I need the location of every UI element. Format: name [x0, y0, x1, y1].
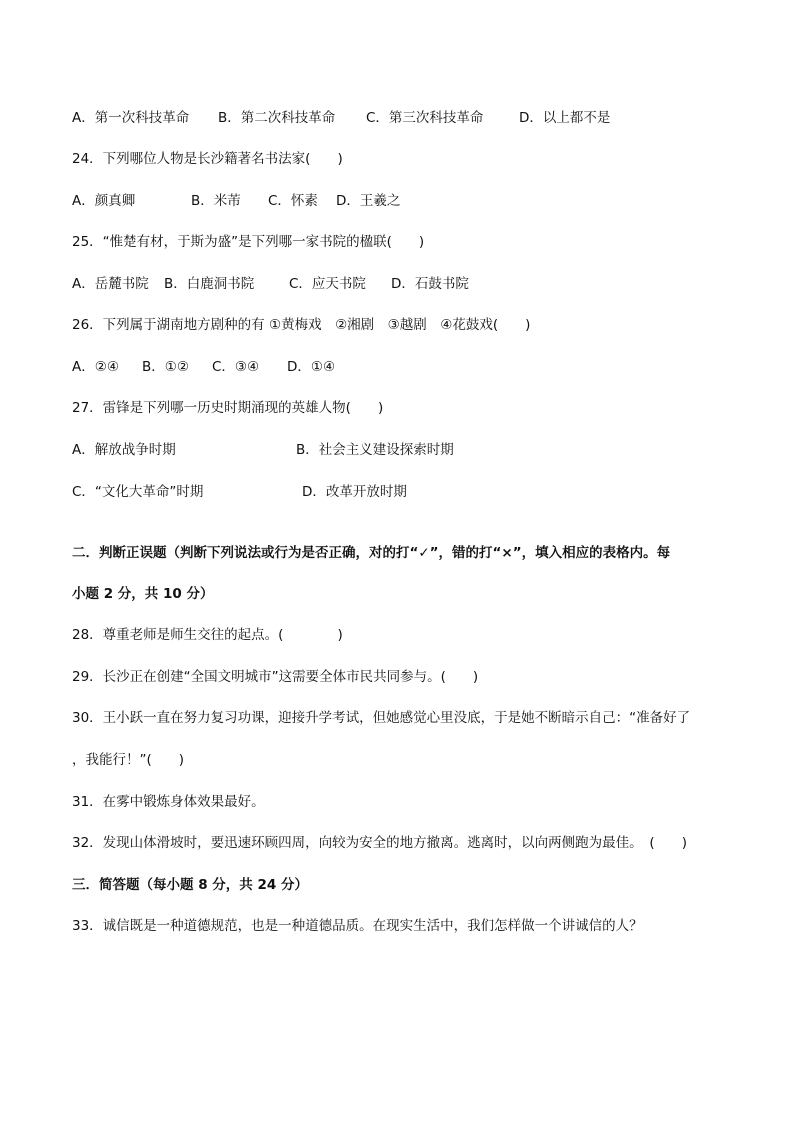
- q26-option-b: B．①②: [142, 359, 189, 375]
- q27-option-a: A．解放战争时期: [72, 442, 176, 458]
- q29-statement: 29．长沙正在创建“全国文明城市”这需要全体市民共同参与。( ): [72, 669, 479, 685]
- q27-option-b: B．社会主义建设探索时期: [296, 442, 454, 458]
- q27-stem: 27．雷锋是下列哪一历史时期涌现的英雄人物( ): [72, 400, 384, 416]
- section-2-heading: 二．判断正误题（判断下列说法或行为是否正确，对的打“✓”，错的打“×”，填入相应的表格内。每: [72, 545, 671, 561]
- q28-statement: 28．尊重老师是师生交往的起点。( ): [72, 627, 343, 643]
- q27-option-d: D．改革开放时期: [302, 484, 407, 500]
- q30-statement-cont: ，我能行！”( ): [72, 752, 185, 768]
- q24-option-b: B．米芾: [191, 193, 241, 209]
- section-3-heading: 三．简答题（每小题 8 分，共 24 分）: [72, 877, 308, 893]
- q24-stem: 24．下列哪位人物是长沙籍著名书法家( ): [72, 151, 343, 167]
- q23-option-d: D．以上都不是: [519, 110, 611, 126]
- q24-option-d: D．王羲之: [336, 193, 401, 209]
- q26-option-d: D．①④: [287, 359, 336, 375]
- q32-statement: 32．发现山体滑坡时，要迅速环顾四周，向较为安全的地方撤离。逃离时，以向两侧跑为最佳。 ( ): [72, 835, 687, 851]
- q30-statement: 30．王小跃一直在努力复习功课，迎接升学考试，但她感觉心里没底，于是她不断暗示自己：“准备好了: [72, 710, 691, 726]
- q24-option-c: C．怀素: [268, 193, 318, 209]
- q31-statement: 31．在雾中锻炼身体效果最好。: [72, 794, 265, 810]
- q25-option-a: A．岳麓书院: [72, 276, 149, 292]
- q26-option-a: A．②④: [72, 359, 119, 375]
- q25-option-d: D．石鼓书院: [391, 276, 469, 292]
- q33-stem: 33．诚信既是一种道德规范，也是一种道德品质。在现实生活中，我们怎样做一个讲诚信的人？: [72, 918, 643, 934]
- section-2-heading-cont: 小题 2 分，共 10 分）: [72, 586, 214, 602]
- q23-option-c: C．第三次科技革命: [366, 110, 484, 126]
- q23-option-b: B．第二次科技革命: [218, 110, 336, 126]
- q23-option-a: A．第一次科技革命: [72, 110, 190, 126]
- q25-stem: 25．“惟楚有材，于斯为盛”是下列哪一家书院的楹联( ): [72, 234, 425, 250]
- q25-option-b: B．白鹿洞书院: [164, 276, 255, 292]
- q26-stem: 26．下列属于湖南地方剧种的有 ①黄梅戏 ②湘剧 ③越剧 ④花鼓戏( ): [72, 317, 531, 333]
- q26-option-c: C．③④: [212, 359, 260, 375]
- q24-option-a: A．颜真卿: [72, 193, 136, 209]
- q25-option-c: C．应天书院: [289, 276, 366, 292]
- q27-option-c: C．“文化大革命”时期: [72, 484, 204, 500]
